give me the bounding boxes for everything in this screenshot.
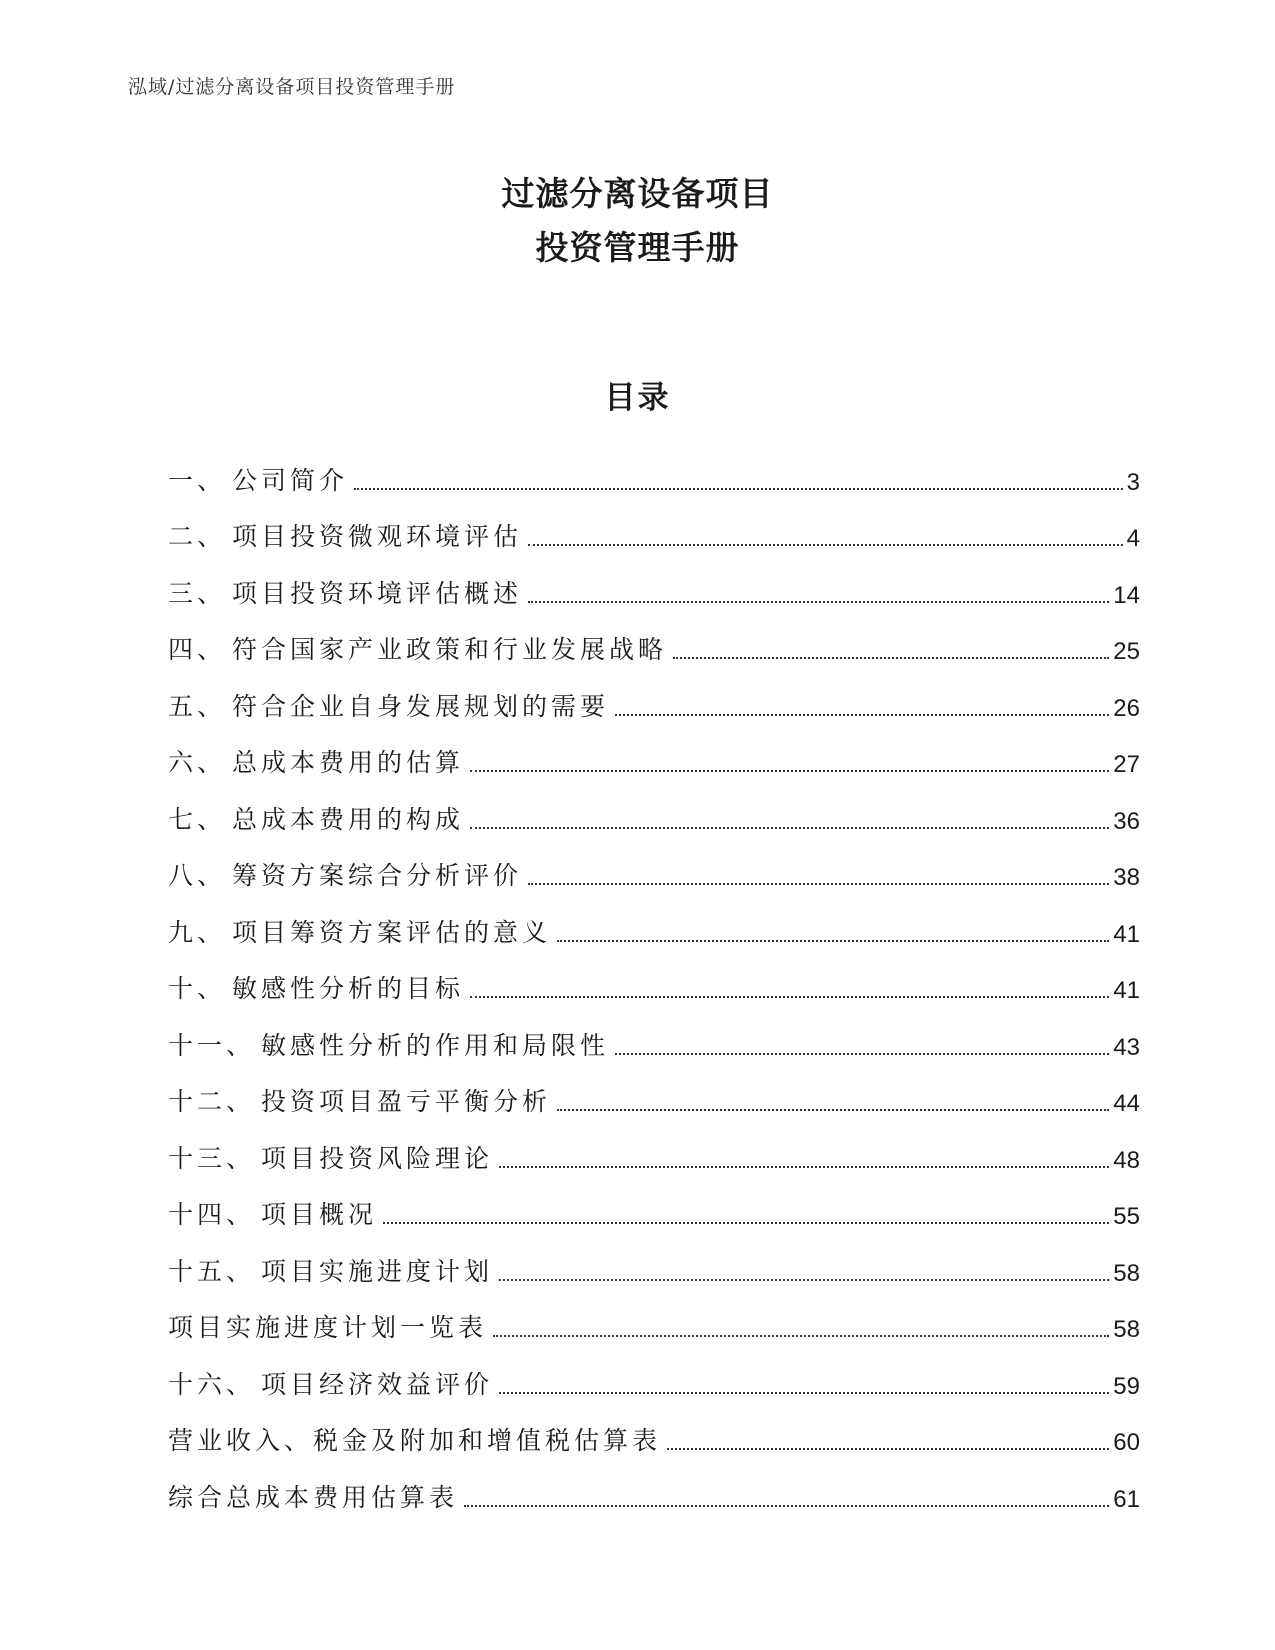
toc-entry-label: 投资项目盈亏平衡分析 — [261, 1087, 552, 1116]
toc-entry-label: 敏感性分析的目标 — [232, 974, 465, 1003]
toc-entry-label: 公司简介 — [232, 465, 349, 495]
toc-dot-leader — [499, 1166, 1109, 1168]
toc-dot-leader — [470, 827, 1109, 829]
toc-entry-label: 项目实施进度计划 — [261, 1256, 494, 1286]
toc-entry-page: 26 — [1113, 694, 1140, 722]
toc-entry-page: 59 — [1113, 1372, 1140, 1400]
toc-dot-leader — [383, 1222, 1109, 1224]
toc-entry-page: 55 — [1113, 1203, 1140, 1230]
toc-entry-number: 二、 — [168, 522, 227, 551]
toc-entry-label: 项目概况 — [261, 1200, 378, 1229]
toc-entry-page: 43 — [1113, 1033, 1140, 1061]
toc-dot-leader — [557, 940, 1109, 942]
running-header: 泓域/过滤分离设备项目投资管理手册 — [128, 76, 456, 98]
toc-entry[interactable] — [168, 1062, 1140, 1119]
toc-entry[interactable] — [168, 892, 1140, 949]
toc-dot-leader — [615, 1053, 1109, 1055]
toc-entry[interactable] — [168, 1288, 1140, 1345]
toc-entry[interactable] — [168, 1401, 1140, 1458]
toc-dot-leader — [499, 1279, 1109, 1281]
toc-entry[interactable] — [168, 553, 1140, 610]
toc-entry[interactable] — [168, 1118, 1140, 1175]
toc-entry-label: 符合企业自身发展规划的需要 — [232, 691, 610, 721]
toc-entry-label: 营业收入、税金及附加和增值税估算表 — [168, 1426, 662, 1455]
toc-dot-leader — [470, 996, 1109, 998]
toc-dot-leader — [615, 714, 1109, 716]
toc-entry-number: 四、 — [168, 635, 227, 664]
toc-entry-number: 三、 — [168, 578, 227, 608]
toc-entry-page: 27 — [1113, 751, 1140, 778]
toc-entry-number: 七、 — [168, 804, 227, 834]
toc-entry-number: 十、 — [168, 974, 227, 1003]
toc-entry[interactable] — [168, 779, 1140, 836]
toc-entry-label: 项目投资微观环境评估 — [232, 522, 523, 551]
toc-entry[interactable] — [168, 1005, 1140, 1062]
toc-entry-page: 38 — [1113, 864, 1140, 891]
toc-entry-label: 项目经济效益评价 — [261, 1369, 494, 1399]
toc-dot-leader — [528, 544, 1123, 546]
table-of-contents — [168, 440, 1140, 1514]
toc-entry[interactable] — [168, 1457, 1140, 1514]
toc-entry-label: 项目筹资方案评估的意义 — [232, 917, 552, 947]
toc-entry-number: 十二、 — [168, 1087, 256, 1116]
toc-dot-leader — [354, 488, 1123, 490]
toc-dot-leader — [673, 657, 1109, 659]
toc-entry-number: 一、 — [168, 465, 227, 495]
toc-entry-label: 符合国家产业政策和行业发展战略 — [232, 635, 668, 664]
toc-entry-label: 项目投资风险理论 — [261, 1143, 494, 1173]
toc-entry-label: 敏感性分析的作用和局限性 — [261, 1030, 610, 1060]
toc-entry-page: 58 — [1113, 1316, 1140, 1343]
document-title-line-2: 投资管理手册 — [535, 228, 740, 267]
toc-entry-page: 36 — [1113, 807, 1140, 835]
document-title-line-1: 过滤分离设备项目 — [501, 174, 774, 213]
toc-entry[interactable] — [168, 1175, 1140, 1232]
toc-entry-number: 十六、 — [168, 1369, 256, 1399]
toc-entry-number: 八、 — [168, 861, 227, 890]
toc-entry-page: 41 — [1113, 920, 1140, 948]
toc-entry-page: 25 — [1113, 638, 1140, 665]
toc-entry[interactable] — [168, 666, 1140, 723]
toc-entry-number: 十五、 — [168, 1256, 256, 1286]
toc-dot-leader — [470, 770, 1109, 772]
toc-entry[interactable] — [168, 836, 1140, 893]
toc-entry[interactable] — [168, 1231, 1140, 1288]
toc-heading: 目录 — [604, 380, 671, 416]
toc-entry[interactable] — [168, 949, 1140, 1006]
toc-dot-leader — [528, 601, 1109, 603]
toc-entry-label: 总成本费用的估算 — [232, 748, 465, 777]
toc-entry-page: 3 — [1126, 468, 1140, 496]
toc-entry-number: 六、 — [168, 748, 227, 777]
toc-entry-page: 60 — [1113, 1429, 1140, 1456]
toc-dot-leader — [493, 1335, 1109, 1337]
toc-entry[interactable] — [168, 440, 1140, 497]
toc-entry-number: 五、 — [168, 691, 227, 721]
toc-dot-leader — [499, 1392, 1109, 1394]
toc-entry-page: 14 — [1113, 581, 1140, 609]
toc-dot-leader — [528, 883, 1109, 885]
toc-entry-label: 项目实施进度计划一览表 — [168, 1313, 488, 1342]
toc-entry-label: 综合总成本费用估算表 — [168, 1482, 459, 1512]
toc-entry-label: 项目投资环境评估概述 — [232, 578, 523, 608]
toc-entry-page: 44 — [1113, 1090, 1140, 1117]
toc-entry-page: 41 — [1113, 977, 1140, 1004]
toc-entry[interactable] — [168, 610, 1140, 667]
toc-entry-page: 61 — [1113, 1485, 1140, 1513]
toc-entry[interactable] — [168, 497, 1140, 554]
toc-dot-leader — [557, 1109, 1109, 1111]
toc-entry-number: 十四、 — [168, 1200, 256, 1229]
toc-dot-leader — [667, 1448, 1109, 1450]
toc-entry-page: 58 — [1113, 1259, 1140, 1287]
toc-entry-number: 十三、 — [168, 1143, 256, 1173]
toc-dot-leader — [464, 1505, 1109, 1507]
toc-entry[interactable] — [168, 723, 1140, 780]
toc-entry-page: 4 — [1126, 525, 1140, 552]
toc-entry-number: 十一、 — [168, 1030, 256, 1060]
toc-entry[interactable] — [168, 1344, 1140, 1401]
toc-entry-label: 总成本费用的构成 — [232, 804, 465, 834]
toc-entry-page: 48 — [1113, 1146, 1140, 1174]
toc-entry-number: 九、 — [168, 917, 227, 947]
toc-entry-label: 筹资方案综合分析评价 — [232, 861, 523, 890]
